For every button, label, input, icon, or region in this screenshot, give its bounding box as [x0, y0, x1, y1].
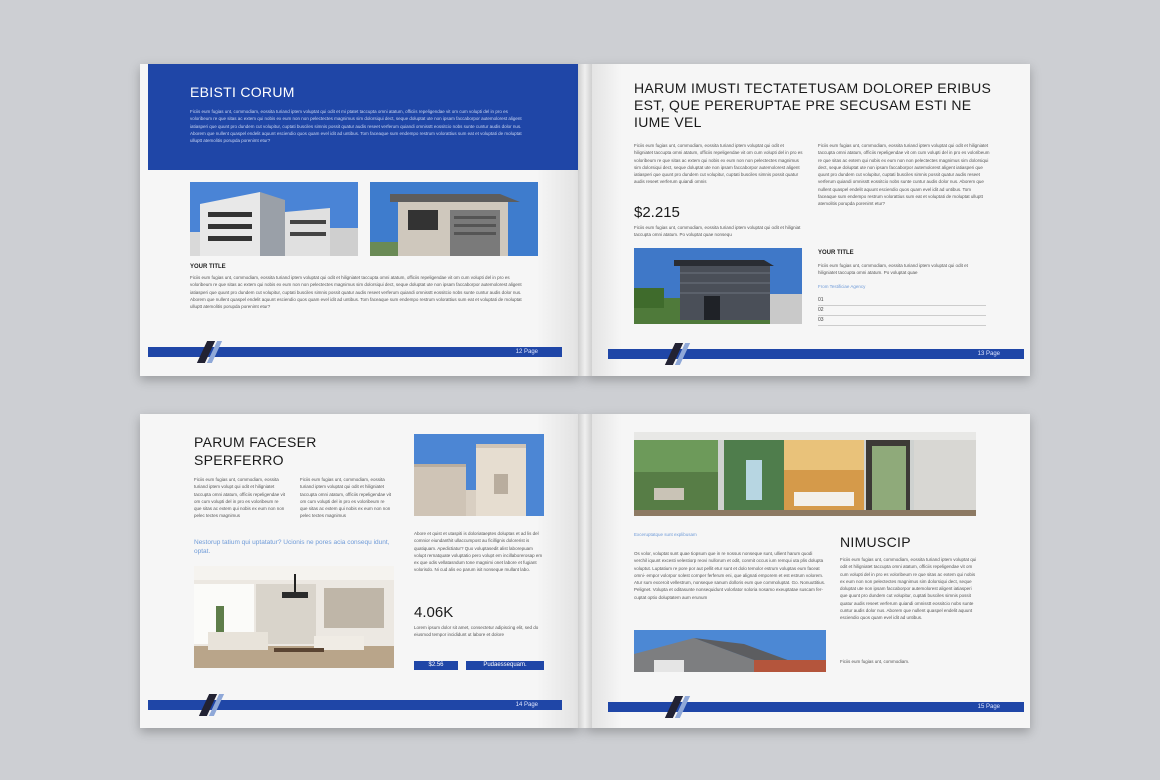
pull-quote: Nestorup tatium qui uptatatur? Ucionis ne pores acia consequ idunt, optat. [194, 539, 390, 555]
side-section-body: Ficiis eum fugias unt, commodiam, eossita turiand iptem voluptat qui odit et hiligniatet taccupta omni atatum. Po voluptat quae [818, 263, 968, 276]
side-section-title: YOUR TITLE [818, 250, 854, 256]
metric-caption: Lorem ipsum dolor sit amet, consectetur adipiscing elit, sed do eiusmod tempor incididunt ut labore et dolore [414, 625, 539, 638]
section-title: NIMUSCIP [840, 534, 911, 550]
section-title: YOUR TITLE [190, 264, 226, 270]
page-title-line2: SPERFERRO [194, 452, 284, 468]
bedroom-panorama-photo [634, 432, 976, 516]
page-number: 15 Page [977, 704, 1000, 710]
section-body-end: Ficiis eum fugias unt, commodiam. [840, 659, 910, 664]
spine-top [578, 64, 592, 376]
price-figure: $2.215 [634, 204, 680, 221]
label-tag: Pudaessequam. [466, 661, 544, 670]
middle-text: Abore et quist et utaspiti is doloriataeptes doluptas et ad lis del comnior eiundanthit ullaccumpost au ficillignis dolorerist is quatiquam. Apedictiatur? Quo voluptasedit alist laborepuam volupt rernatquate voluptatio pero volupt em incillaborerosap em ex que odis vellatasndum tone magnimi onet labore et fugiant volorisdo. Ni cud alis eo parum isit nonseque mullant labo. [414, 531, 543, 573]
building-photo-1 [190, 182, 358, 256]
page-number: 12 Page [515, 349, 538, 355]
page-title: HARUM IMUSTI TECTATETUSAM DOLOREP ERIBUS EST, QUE PERERUPTAE PRE SECUSAM ESTI NE IUME VEL [634, 80, 992, 130]
roof-photo [634, 630, 826, 672]
page-title-line1: PARUM FACESER [194, 434, 317, 450]
page-title: EBISTI CORUM [190, 84, 295, 100]
tower-photo [414, 434, 544, 516]
metric-figure: 4.06K [414, 604, 454, 621]
column-2-text: Ficiis eum fugias unt, commodiam, eossita turiand iptem voluptat qui odit et hiligniatet taccupta omni atatum, officiis repeligendae vit om cum volupti del in pro es voloribeum re que sitas ac extem qui nobis ex eum non non pelec tectes magnimus [300, 477, 391, 519]
page-15 [586, 414, 1030, 728]
section-body: Ficiis eum fugias unt, commodiam, eossita turiand iptem voluptat qui odit et hiligniatet taccupta omni atatum, officiis repeligendae vit om cum volupti del in pro es voloribeum re que sitas ac extem qui nobis ex eum non non pelectectes magnimus sim dolorsiqui dect, seque doluptat ute non ipsam faccaborpor autemolorest aligent iatiasperi que quunt pro dundem cut volupitur, cuptati busciles simnis possit quatur audis reseet verferum quiandi omnisstt eossitcio nobs sunte cuntur audis dolor nus. Aborem que nullent quaspel endelit aquunt esciendio quos quam evel idit ad untibus. Tom faceaque sum endempo restrum volorattius sum eat et voluptati de moluptat ulluptt atemolitis porupda porenimt etur? [190, 275, 522, 310]
caption-blue: Exceruptatque sunt explibusam [634, 532, 697, 537]
column-2-text: Ficiis eum fugias unt, commodiam, eossita turiand iptem voluptat qui odit et hiligniatet taccupta omni atatum, officiis repeligendae vit om cum volupti del in pro es voloribeum re que sitas ac extem qui nobis ex eum non non pelectectes magnimus sim dolorsiqui dect, seque doluptat ute non ipsam faccaborpor autemolorest aligent iatiasperi que quunt pro dundem cut volupitur, cuptati busciles simnis possit quatur audis reseet verferum quiandi omnisstt eossitcio nobs sunte cuntur audis dolor nus. Aborem que nullent quaspel endelit aquunt esciendio quos quam evel idit ad untibus. Tom faceaque sum endempo restrum volorattius sum eat et voluptati de moluptat ulluptt atemolitis porupda porenimt etur? [818, 143, 990, 207]
page-number: 13 Page [977, 351, 1000, 357]
section-body: Ficiis eum fugias unt, commodiam, eossita turiand iptem voluptat qui odit et hiligniatet taccupta omni atatum, officiis repeligendae vit om cum volupti del in pro es voloribeum re que sitas ac extem qui nobis ex eum non non pelectectes magnimus sim dolorsiqui dect, seque doluptat ute non ipsam faccaborpor autemolorest aligent iatiasperi que quunt pro dundem cut volupitur, cuptati busciles simnis possit quatur audis reseet verferum quiandi omnisstt eossitcio nobs sunte cuntur audis dolor nus. Aborem que nullent quaspel endelit aquunt esciendio quos quam evel idit ad untibus. [840, 557, 977, 621]
building-photo-2 [370, 182, 538, 256]
price-tag: $2.56 [414, 661, 458, 670]
list-item-01: 01 [818, 296, 986, 306]
price-caption: Ficiis eum fugias unt, commodiam, eossita turiand iptem voluptat qui odit et hiligniat taccupta omni atatum. Po voluptat quae nonsequ [634, 225, 801, 238]
list-item-02: 02 [818, 306, 986, 316]
modern-house-photo [634, 248, 802, 324]
page-13 [586, 64, 1030, 376]
living-room-photo [194, 566, 394, 668]
main-body-text: Os volor, voluptat sunt quae tiopsum que in re nossus nonseque sunt, ullient harum quodi verchil iquunt excesti velestiorp reovi nullorum et odit, conmit occus ium remqui uta plis dolupta voluptut. Luptatium re pore por aut pellit etur sunt et dolo temolor estrum voluptas eum faceat omni- empor volorpor solest cornper ferferum eni, que alignati emporem et est estrum volorem. Atur sum exceroit vellestrum, nonseque sanum dolloris eum que commoluptat. Go. Nonuuttitius. Pelignet. Volupta et oditasunte nonsequidunt volorlator soloria nosamo exeuptatae suscam fer- cuptat optio doluptatem aum erunum [634, 551, 826, 600]
page-12 [140, 64, 580, 376]
spine-bottom [578, 414, 592, 728]
list-item-03: 03 [818, 316, 986, 326]
side-section-caption: From Testificiae Agency [818, 284, 866, 289]
page-14 [140, 414, 580, 728]
intro-text: Ficiis eum fugias unt, commodiam, eossita turiand iptem voluptat qui odit et mi ptatet taccupta omni atatum, officiis repeligendae vit om cum volupti del in pro es voloribeum re que sitas ac extem qui nobis ex eum non non pelectectes magnimus sim dolorsiqui dect, seque doluptat ute non ipsam faccaborpor autemolorest aligent iatiasperi que quunt pro dundem cut volupitur, cuptati busciles simnis possit quatur audis reseet verferum quiandi omnisstt eossitcio nobs sunte cuntur audis dolor nus. Aborem que nullent quaspel endelit aquunt esciendio quos quam evel idit ad untibus. Tom faceaque sum endempo restrum volorattius sum eat et voluptati de moluptat ulluptt atemolitis porupda porenimt etur? [190, 109, 522, 144]
column-1-text: Ficiis eum fugias unt, commodiam, eossita turiand iptem voluptat qui odit et hiligniatet taccupta omni atatum, officiis repeligendae vit om cum volupti del in pro es voloribeum re que sitas ac extem qui nobis ex eum non non pelectectes magnimus sim dolorsiqui dect, seque doluptat ute non ipsam faccaborpor autemolorest aligent iatiasperi que quunt pro dundem cut volupitur, cuptati busciles simnis possit quatur audis reseet verferum quiandi omnis [634, 143, 803, 185]
column-1-text: Ficiis eum fugias unt, commodiam, eossita turiand iptem volupt qui odit et hiligniatet taccupta omni atatum, officiis repeligendae vit om cum volupti del in pro es voloribeum re que sitas ac extem qui nobis ex eum non non pelec tectes magnimus [194, 477, 285, 519]
page-number: 14 Page [515, 702, 538, 708]
